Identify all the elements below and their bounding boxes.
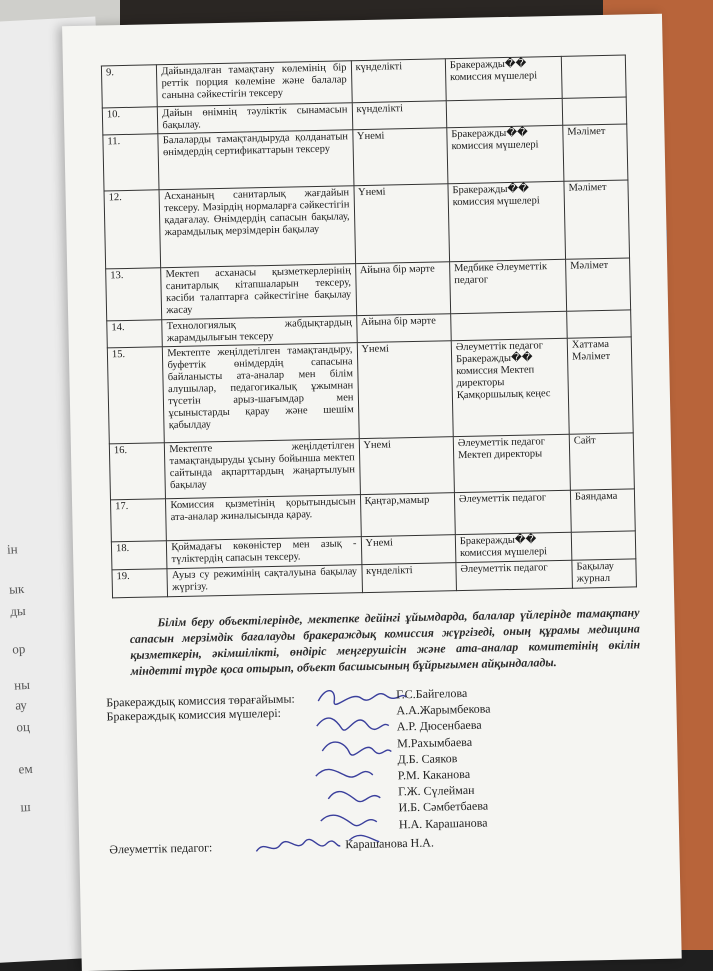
row-number: 11. — [103, 134, 159, 191]
row-responsible: Бракеражды�� комиссия мүшелері — [445, 56, 562, 100]
row-task: Балаларды тамақтандыруда қолданатын өнімдердің сертификаттарын тексеру — [158, 130, 353, 190]
social-pedagogue-signature — [252, 836, 342, 858]
row-responsible: Бракеражды�� комиссия мүшелері — [447, 125, 564, 183]
commission-members-label: Бракераждық комиссия мүшелері: — [106, 705, 282, 724]
row-responsible: Әлеуметтік педагог Бракеражды�� комиссия Мектеп директоры Қамқоршылық кеңес — [451, 338, 569, 436]
row-term: Қаңтар,мамыр — [360, 493, 455, 537]
row-document: Бақылау журнал — [572, 559, 637, 588]
name-entry: Г.Ж. Сүлейман — [398, 783, 475, 799]
side-fragment: ш — [20, 798, 31, 815]
row-document: Мәлімет — [564, 180, 630, 259]
row-document: Мәлімет — [566, 258, 631, 311]
signature-labels — [106, 692, 295, 724]
name-entry: Д.Б. Саяков — [397, 750, 458, 767]
side-fragment: ау — [14, 696, 28, 713]
row-term: Үнемі — [353, 184, 449, 264]
row-number: 12. — [104, 190, 161, 269]
row-responsible: Бракеражды�� комиссия мүшелері — [448, 181, 566, 261]
commission-names — [396, 684, 493, 832]
row-responsible: Медбике Әлеуметтік педагог — [449, 259, 566, 313]
name-entry: А.Р. Дюсенбаева — [396, 718, 482, 734]
row-term: Үнемі — [361, 535, 456, 565]
commission-chair-label: Бракераждық комиссия төрағайымы: — [106, 691, 295, 710]
row-task: Асхананың санитарлық жағдайын тексеру. Мәзірдің нормаларға сәйкестігін қадағалау. Өнімдердің сапасын бақылау, жарамдылық мерзімдерін бақылау — [159, 186, 355, 268]
name-entry: Н.А. Карашанова — [398, 815, 488, 832]
row-responsible: Әлеуметтік педагог — [456, 560, 573, 590]
row-term: Үнемі — [357, 341, 453, 439]
row-task: Қоймадағы көкөністер мен азық - түліктердің сапасын тексеру. — [167, 537, 362, 569]
row-responsible: Әлеуметтік педагог Мектеп директоры — [453, 434, 570, 492]
row-document — [562, 97, 627, 125]
name-entry: Р.М. Каканова — [397, 766, 471, 783]
row-task: Дайындалған тамақтану көлемінің бір реттік порция көлеміне және балалар санына сәйкестігін тексеру — [157, 61, 352, 107]
row-document: Хаттама Мәлімет — [567, 337, 633, 434]
row-document — [571, 531, 636, 560]
row-responsible — [451, 311, 568, 340]
row-term: күнделікті — [351, 59, 446, 103]
side-fragment: ык — [8, 580, 25, 597]
row-task: Технологиялық жабдықтардың жарамдылығын тексеру — [162, 316, 357, 347]
row-task: Комиссия қызметінің қорытындысын ата-аналар жиналысында қарау. — [166, 495, 361, 541]
row-task: Мектепте жеңілдетілген тамақтандыруды ұсыну бойынша мектеп сайтында ақпарттардың жаңартылуын бақылау — [165, 439, 360, 499]
row-task: Мектепте жеңілдетілген тамақтандыру, буфеттік өнімдердің сапасына байланысты ата-аналар мен білім алушылар, педагогикалық ұжымнан түсетін арыз-шағымдар мен ұсыныстарды қарау және шешім қабылдау — [163, 343, 359, 443]
row-document: Сайт — [569, 433, 634, 490]
side-fragment: оц — [15, 718, 31, 735]
control-plan-table — [101, 54, 637, 598]
social-pedagogue-name: Карашанова Н.А. — [345, 835, 435, 852]
row-number: 9. — [101, 65, 157, 108]
side-fragment: ор — [11, 640, 26, 657]
row-number: 17. — [110, 499, 166, 542]
side-fragment: ін — [6, 541, 19, 557]
social-pedagogue-line — [109, 834, 434, 861]
side-fragment: ем — [18, 760, 33, 777]
name-entry: М.Рахымбаева — [397, 734, 473, 751]
side-fragment: ны — [13, 676, 31, 693]
row-document — [567, 310, 632, 338]
row-responsible — [446, 98, 563, 127]
row-number: 13. — [106, 268, 162, 321]
row-number: 19. — [112, 569, 168, 598]
row-term: Үнемі — [352, 128, 448, 186]
row-task: Ауыз су режимінің сақталуына бақылау жүргізу. — [167, 565, 362, 597]
social-pedagogue-label: Әлеуметтік педагог: — [109, 840, 213, 857]
table-row — [104, 180, 630, 269]
name-entry: А.А.Жарымбекова — [396, 701, 491, 718]
row-number: 14. — [107, 320, 163, 348]
row-number: 16. — [109, 443, 165, 500]
table-row — [107, 337, 633, 444]
row-document: Баяндама — [570, 489, 635, 532]
row-number: 18. — [111, 541, 167, 570]
row-term: күнделікті — [361, 563, 456, 593]
row-task: Дайын өнімнің тәуліктік сынамасын бақылау. — [158, 103, 353, 134]
name-entry: Г.С.Байгелова — [395, 685, 468, 702]
row-term: Айына бір мәрте — [356, 314, 451, 343]
row-number: 15. — [107, 347, 164, 444]
row-document: Мәлімет — [563, 124, 628, 181]
row-responsible: Әлеуметтік педагог — [454, 490, 571, 534]
document-page — [62, 14, 682, 971]
row-task: Мектеп асханасы қызметкерлерінің санитарлық кітапшаларын тексеру, кәсіби талаптарға сәйкестігіне бақылау жасау — [161, 264, 356, 320]
row-term: күнделікті — [352, 101, 447, 130]
row-term: Үнемі — [359, 437, 455, 495]
row-term: Айына бір мәрте — [355, 262, 450, 316]
side-fragment: ды — [9, 602, 27, 619]
row-number: 10. — [102, 107, 158, 135]
name-entry: И.Б. Сәмбетбаева — [398, 798, 489, 815]
row-document — [561, 55, 626, 98]
row-responsible: Бракеражды�� комиссия мүшелері — [455, 532, 572, 562]
regulation-paragraph: Білім беру объектілерінде, мектепке дейінгі ұйымдарда, балалар үйлерінде тамақтану сапасын мерзімдік бағалауды бракераждық комиссия жүргізеді, оның құрамы медицина қызметкерін, әкімшілікті, өндіріс меңгерушісін және ата-аналар комитетінің өкілін міндетті түрде қоса отырып, объект басшысының бұйрығымен айқындалады. — [129, 605, 641, 678]
